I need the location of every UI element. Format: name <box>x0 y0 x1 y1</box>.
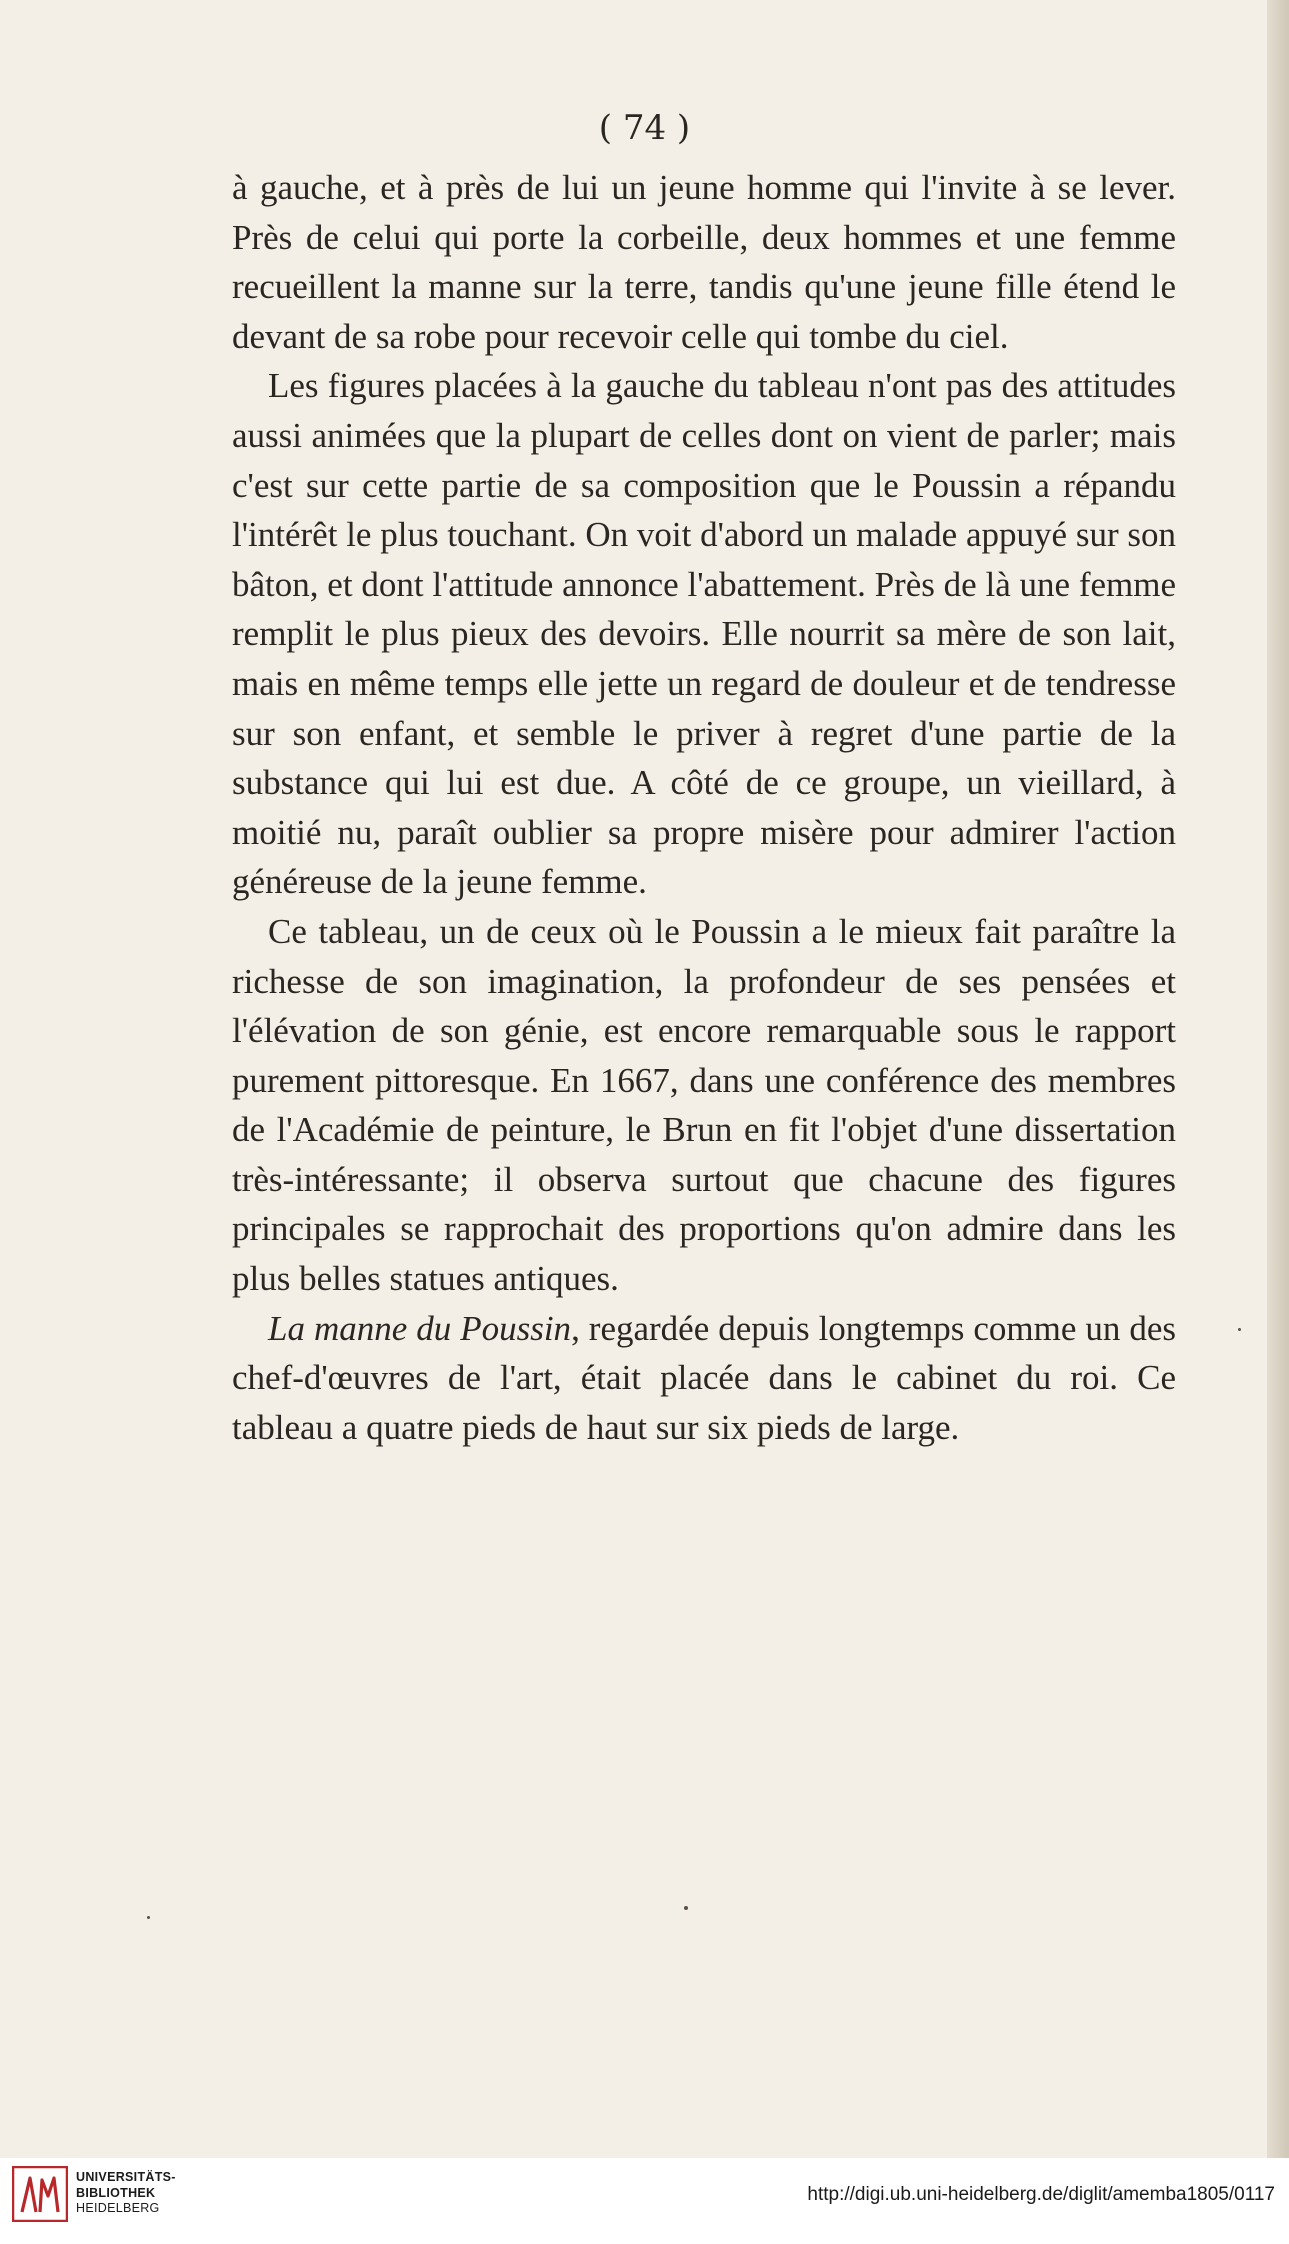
page-spine-shadow <box>1267 0 1289 2244</box>
library-name-line-1: UNIVERSITÄTS- <box>76 2170 176 2184</box>
paragraph-3: Ce tableau, un de ceux où le Poussin a le mieux fait paraître la richesse de son imagination, la profondeur de ses pensées et l'élévation de son génie, est encore remarquable sous le rapport purement pittoresque. En 1667, dans une conférence des membres de l'Académie de peinture, le Brun en fit l'objet d'une dissertation très-intéressante; il observa surtout que chacune des figures principales se rapprochait des proportions qu'on admire dans les plus belles statues antiques. <box>232 911 1176 1299</box>
page-text <box>232 163 1176 1452</box>
page-number: ( 74 ) <box>598 108 691 148</box>
paragraph-1: à gauche, et à près de lui un jeune homme qui l'invite à se lever. Près de celui qui porte la corbeille, deux hommes et une femme recueillent la manne sur la terre, tandis qu'une jeune fille étend le devant de sa robe pour recevoir celle qui tombe du ciel. <box>232 168 1176 356</box>
ink-speck <box>684 1906 688 1910</box>
source-url-link[interactable]: http://digi.ub.uni-heidelberg.de/diglit/amemba1805/0117 <box>807 2184 1275 2205</box>
paragraph-2: Les figures placées à la gauche du tableau n'ont pas des attitudes aussi animées que la plupart de celles dont on vient de parler; mais c'est sur cette partie de sa composition que le Poussin a répandu l'intérêt le plus touchant. On voit d'abord un malade appuyé sur son bâton, et dont l'attitude annonce l'abattement. Près de là une femme remplit le plus pieux des devoirs. Elle nourrit sa mère de son lait, mais en même temps elle jette un regard de douleur et de tendresse sur son enfant, et semble le priver à regret d'une partie de la substance qui lui est due. A côté de ce groupe, un vieillard, à moitié nu, paraît oublier sa propre misère pour admirer l'action généreuse de la jeune femme. <box>232 366 1176 902</box>
library-name-line-2: BIBLIOTHEK <box>76 2185 156 2200</box>
library-name-line-3: HEIDELBERG <box>76 2201 160 2215</box>
library-name <box>76 2170 176 2217</box>
heidelberg-library-logo-icon <box>12 2166 68 2222</box>
paragraph-4-text: , regardée depuis longtemps comme un des chef-d'œuvres de l'art, était placée dans le cabinet du roi. Ce tableau a quatre pieds de haut sur six pieds de large. <box>232 1308 1176 1447</box>
ink-speck <box>147 1916 150 1919</box>
italic-title: La manne du Poussin <box>268 1308 572 1348</box>
ink-speck <box>1238 1328 1241 1331</box>
paragraph-4 <box>232 1304 1176 1453</box>
